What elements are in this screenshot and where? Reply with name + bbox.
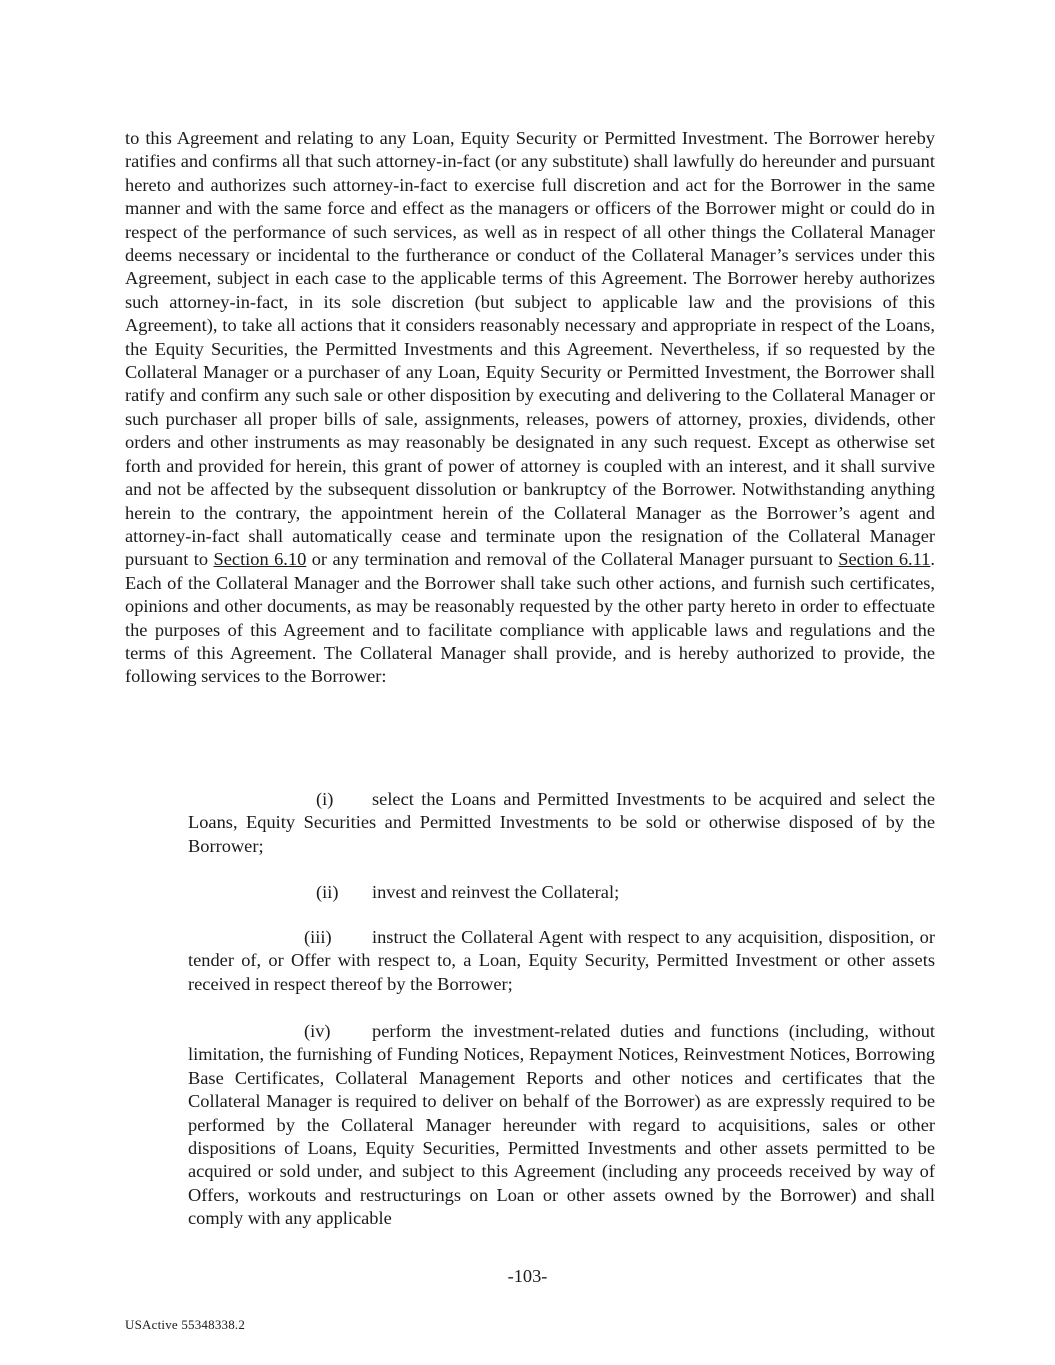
list-item-number: (iv) (304, 1021, 331, 1041)
list-item (188, 926, 935, 996)
list-item-text: perform the investment-related duties and functions (including, without limitation, the furnishing of Funding Notices, Repayment Notices, Reinvestment Notices, Borrowing Base Certificates, Collateral Management Reports and other notices and certificates that the Collateral Manager is required to deliver on behalf of the Borrower) as are expressly required to be performed by the Collateral Manager hereunder with regard to acquisitions, sales or other dispositions of Loans, Equity Securities, Permitted Investments and other assets permitted to be acquired or sold under, and subject to this Agreement (including any proceeds received by way of Offers, workouts and restructurings on Loan or other assets owned by the Borrower) and shall comply with any applicable (188, 1021, 935, 1229)
body-paragraph (125, 127, 935, 689)
section-reference-6-11: Section 6.11 (838, 549, 931, 570)
list-item-text: instruct the Collateral Agent with respect to any acquisition, disposition, or tender of, or Offer with respect to, a Loan, Equity Security, Permitted Investment or other assets received in respect thereof by the Borrower; (188, 927, 935, 994)
page-number: -103- (507, 1266, 548, 1286)
list-item-text: invest and reinvest the Collateral; (372, 882, 620, 902)
paragraph-text-part3: . Each of the Collateral Manager and the Borrower shall take such other actions, and furnish such certificates, opinions and other documents, as may be reasonably requested by the other party hereto in order to effectuate the purposes of this Agreement and to facilitate compliance with applicable laws and regulations and the terms of this Agreement. The Collateral Manager shall provide, and is hereby authorized to provide, the following services to the Borrower: (125, 549, 935, 687)
paragraph-text-part1: to this Agreement and relating to any Loan, Equity Security or Permitted Investment. The Borrower hereby ratifies and confirms all that such attorney-in-fact (or any substitute) shall lawfully do hereunder and pursuant hereto and authorizes such attorney-in-fact to exercise full discretion and act for the Borrower in the same manner and with the same force and effect as the managers or officers of the Borrower might or could do in respect of the performance of such services, as well as in respect of all other things the Collateral Manager deems necessary or incidental to the furtherance or conduct of the Collateral Manager’s services under this Agreement, subject in each case to the applicable terms of this Agreement. The Borrower hereby authorizes such attorney-in-fact, in its sole discretion (but subject to applicable law and the provisions of this Agreement), to take all actions that it considers reasonably necessary and appropriate in respect of the Loans, the Equity Securities, the Permitted Investments and this Agreement. Nevertheless, if so requested by the Collateral Manager or a purchaser of any Loan, Equity Security or Permitted Investment, the Borrower shall ratify and confirm any such sale or other disposition by executing and delivering to the Collateral Manager or such purchaser all proper bills of sale, assignments, releases, powers of attorney, proxies, dividends, other orders and other instruments as may reasonably be designated in any such request. Except as otherwise set forth and provided for herein, this grant of power of attorney is coupled with an interest, and it shall survive and not be affected by the subsequent dissolution or bankruptcy of the Borrower. Notwithstanding anything herein to the contrary, the appointment herein of the Collateral Manager as the Borrower’s agent and attorney-in-fact shall automatically cease and terminate upon the resignation of the Collateral Manager pursuant to (125, 128, 935, 570)
list-item (188, 1020, 935, 1231)
paragraph-text-part2: or any termination and removal of the Collateral Manager pursuant to (306, 549, 839, 570)
document-id-footer: USActive 55348338.2 (125, 1317, 246, 1332)
list-item (188, 788, 935, 858)
list-item-number: (iii) (304, 927, 332, 947)
list-item-number: (ii) (316, 882, 339, 902)
section-reference-6-10: Section 6.10 (213, 549, 307, 570)
list-item-number: (i) (316, 789, 334, 809)
list-item-text: select the Loans and Permitted Investments to be acquired and select the Loans, Equity Securities and Permitted Investments to be sold or otherwise disposed of by the Borrower; (188, 789, 935, 856)
list-item (188, 881, 935, 904)
